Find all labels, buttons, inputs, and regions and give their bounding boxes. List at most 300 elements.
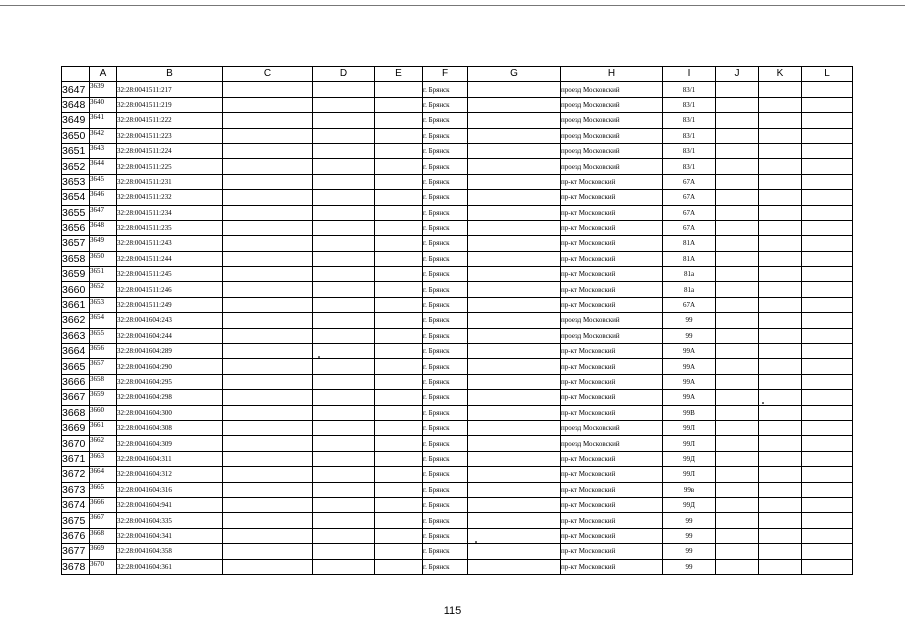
cell-b[interactable]: 32:28:0041511:249 — [117, 297, 223, 312]
cell-g[interactable] — [468, 328, 561, 343]
cell-l[interactable] — [802, 482, 853, 497]
cell-g[interactable] — [468, 420, 561, 435]
cell-i[interactable]: 67А — [663, 205, 716, 220]
cell-i[interactable]: 99в — [663, 482, 716, 497]
cell-e[interactable] — [375, 267, 423, 282]
cell-i[interactable]: 83/1 — [663, 82, 716, 97]
cell-a[interactable]: 3670 — [90, 559, 117, 574]
cell-k[interactable] — [759, 282, 802, 297]
cell-h[interactable]: пр-кт Московский — [561, 513, 663, 528]
column-header-l[interactable]: L — [802, 67, 853, 82]
cell-c[interactable] — [223, 482, 313, 497]
cell-e[interactable] — [375, 467, 423, 482]
cell-d[interactable] — [313, 313, 375, 328]
cell-e[interactable] — [375, 236, 423, 251]
cell-b[interactable]: 32:28:0041604:341 — [117, 528, 223, 543]
cell-j[interactable] — [716, 436, 759, 451]
cell-d[interactable] — [313, 497, 375, 512]
cell-b[interactable]: 32:28:0041511:246 — [117, 282, 223, 297]
cell-k[interactable] — [759, 497, 802, 512]
cell-l[interactable] — [802, 405, 853, 420]
cell-h[interactable]: пр-кт Московский — [561, 482, 663, 497]
cell-g[interactable] — [468, 374, 561, 389]
corner-header-cell[interactable] — [62, 67, 90, 82]
cell-i[interactable]: 83/1 — [663, 128, 716, 143]
cell-g[interactable] — [468, 344, 561, 359]
cell-a[interactable]: 3643 — [90, 143, 117, 158]
cell-f[interactable]: г. Брянск — [423, 282, 468, 297]
cell-l[interactable] — [802, 313, 853, 328]
cell-d[interactable] — [313, 128, 375, 143]
cell-g[interactable] — [468, 405, 561, 420]
cell-i[interactable]: 83/1 — [663, 113, 716, 128]
cell-l[interactable] — [802, 205, 853, 220]
cell-d[interactable] — [313, 97, 375, 112]
cell-g[interactable] — [468, 236, 561, 251]
cell-g[interactable] — [468, 528, 561, 543]
cell-b[interactable]: 32:28:0041604:290 — [117, 359, 223, 374]
cell-e[interactable] — [375, 205, 423, 220]
cell-e[interactable] — [375, 420, 423, 435]
cell-l[interactable] — [802, 528, 853, 543]
cell-k[interactable] — [759, 128, 802, 143]
cell-j[interactable] — [716, 497, 759, 512]
cell-c[interactable] — [223, 267, 313, 282]
cell-k[interactable] — [759, 359, 802, 374]
cell-k[interactable] — [759, 220, 802, 235]
cell-a[interactable]: 3668 — [90, 528, 117, 543]
row-number-cell[interactable]: 3671 — [62, 451, 90, 466]
cell-g[interactable] — [468, 128, 561, 143]
cell-b[interactable]: 32:28:0041511:244 — [117, 251, 223, 266]
cell-b[interactable]: 32:28:0041604:298 — [117, 390, 223, 405]
cell-k[interactable] — [759, 451, 802, 466]
cell-d[interactable] — [313, 374, 375, 389]
cell-c[interactable] — [223, 282, 313, 297]
cell-i[interactable]: 99 — [663, 544, 716, 559]
row-number-cell[interactable]: 3666 — [62, 374, 90, 389]
cell-e[interactable] — [375, 251, 423, 266]
cell-i[interactable]: 99А — [663, 374, 716, 389]
cell-i[interactable]: 67А — [663, 174, 716, 189]
cell-b[interactable]: 32:28:0041511:222 — [117, 113, 223, 128]
cell-e[interactable] — [375, 374, 423, 389]
cell-h[interactable]: проезд Московский — [561, 97, 663, 112]
cell-d[interactable] — [313, 544, 375, 559]
row-number-cell[interactable]: 3672 — [62, 467, 90, 482]
cell-k[interactable] — [759, 267, 802, 282]
cell-b[interactable]: 32:28:0041511:243 — [117, 236, 223, 251]
cell-b[interactable]: 32:28:0041511:231 — [117, 174, 223, 189]
cell-b[interactable]: 32:28:0041604:311 — [117, 451, 223, 466]
cell-a[interactable]: 3663 — [90, 451, 117, 466]
cell-j[interactable] — [716, 467, 759, 482]
cell-c[interactable] — [223, 97, 313, 112]
cell-j[interactable] — [716, 313, 759, 328]
cell-l[interactable] — [802, 174, 853, 189]
cell-e[interactable] — [375, 97, 423, 112]
cell-e[interactable] — [375, 113, 423, 128]
cell-h[interactable]: проезд Московский — [561, 82, 663, 97]
cell-d[interactable] — [313, 143, 375, 158]
cell-j[interactable] — [716, 297, 759, 312]
cell-e[interactable] — [375, 82, 423, 97]
cell-a[interactable]: 3648 — [90, 220, 117, 235]
cell-i[interactable]: 83/1 — [663, 159, 716, 174]
row-number-cell[interactable]: 3665 — [62, 359, 90, 374]
cell-f[interactable]: г. Брянск — [423, 267, 468, 282]
cell-j[interactable] — [716, 220, 759, 235]
cell-a[interactable]: 3650 — [90, 251, 117, 266]
cell-g[interactable] — [468, 497, 561, 512]
cell-g[interactable] — [468, 174, 561, 189]
cell-b[interactable]: 32:28:0041511:225 — [117, 159, 223, 174]
cell-j[interactable] — [716, 190, 759, 205]
cell-k[interactable] — [759, 297, 802, 312]
cell-j[interactable] — [716, 128, 759, 143]
cell-b[interactable]: 32:28:0041604:361 — [117, 559, 223, 574]
cell-b[interactable]: 32:28:0041604:335 — [117, 513, 223, 528]
cell-g[interactable] — [468, 513, 561, 528]
cell-j[interactable] — [716, 528, 759, 543]
cell-j[interactable] — [716, 482, 759, 497]
cell-l[interactable] — [802, 267, 853, 282]
cell-k[interactable] — [759, 482, 802, 497]
cell-b[interactable]: 32:28:0041511:232 — [117, 190, 223, 205]
cell-l[interactable] — [802, 436, 853, 451]
cell-c[interactable] — [223, 467, 313, 482]
cell-f[interactable]: г. Брянск — [423, 451, 468, 466]
cell-i[interactable]: 99 — [663, 313, 716, 328]
cell-d[interactable] — [313, 513, 375, 528]
cell-f[interactable]: г. Брянск — [423, 143, 468, 158]
row-number-cell[interactable]: 3675 — [62, 513, 90, 528]
cell-c[interactable] — [223, 436, 313, 451]
cell-c[interactable] — [223, 128, 313, 143]
cell-e[interactable] — [375, 220, 423, 235]
cell-j[interactable] — [716, 420, 759, 435]
cell-c[interactable] — [223, 82, 313, 97]
cell-l[interactable] — [802, 544, 853, 559]
cell-g[interactable] — [468, 97, 561, 112]
cell-l[interactable] — [802, 451, 853, 466]
cell-g[interactable] — [468, 451, 561, 466]
cell-e[interactable] — [375, 497, 423, 512]
cell-g[interactable] — [468, 190, 561, 205]
cell-g[interactable] — [468, 82, 561, 97]
cell-i[interactable]: 81А — [663, 251, 716, 266]
cell-j[interactable] — [716, 143, 759, 158]
cell-c[interactable] — [223, 451, 313, 466]
cell-h[interactable]: проезд Московский — [561, 420, 663, 435]
cell-f[interactable]: г. Брянск — [423, 390, 468, 405]
cell-k[interactable] — [759, 544, 802, 559]
cell-i[interactable]: 67А — [663, 220, 716, 235]
cell-k[interactable] — [759, 559, 802, 574]
cell-e[interactable] — [375, 436, 423, 451]
cell-f[interactable]: г. Брянск — [423, 436, 468, 451]
cell-h[interactable]: пр-кт Московский — [561, 390, 663, 405]
cell-k[interactable] — [759, 420, 802, 435]
cell-c[interactable] — [223, 390, 313, 405]
cell-k[interactable] — [759, 513, 802, 528]
cell-d[interactable] — [313, 436, 375, 451]
cell-i[interactable]: 99Л — [663, 436, 716, 451]
cell-h[interactable]: проезд Московский — [561, 436, 663, 451]
cell-l[interactable] — [802, 190, 853, 205]
cell-c[interactable] — [223, 220, 313, 235]
cell-h[interactable]: проезд Московский — [561, 143, 663, 158]
cell-c[interactable] — [223, 405, 313, 420]
cell-b[interactable]: 32:28:0041604:289 — [117, 344, 223, 359]
cell-b[interactable]: 32:28:0041511:234 — [117, 205, 223, 220]
row-number-cell[interactable]: 3651 — [62, 143, 90, 158]
cell-g[interactable] — [468, 359, 561, 374]
column-header-a[interactable]: A — [90, 67, 117, 82]
cell-k[interactable] — [759, 236, 802, 251]
cell-j[interactable] — [716, 344, 759, 359]
cell-l[interactable] — [802, 467, 853, 482]
row-number-cell[interactable]: 3661 — [62, 297, 90, 312]
column-header-c[interactable]: C — [223, 67, 313, 82]
cell-l[interactable] — [802, 297, 853, 312]
cell-g[interactable] — [468, 159, 561, 174]
cell-j[interactable] — [716, 359, 759, 374]
cell-h[interactable]: проезд Московский — [561, 328, 663, 343]
cell-a[interactable]: 3658 — [90, 374, 117, 389]
cell-e[interactable] — [375, 297, 423, 312]
cell-j[interactable] — [716, 174, 759, 189]
row-number-cell[interactable]: 3676 — [62, 528, 90, 543]
cell-f[interactable]: г. Брянск — [423, 359, 468, 374]
cell-f[interactable]: г. Брянск — [423, 97, 468, 112]
cell-k[interactable] — [759, 374, 802, 389]
cell-f[interactable]: г. Брянск — [423, 559, 468, 574]
cell-c[interactable] — [223, 359, 313, 374]
cell-c[interactable] — [223, 420, 313, 435]
cell-h[interactable]: пр-кт Московский — [561, 374, 663, 389]
cell-k[interactable] — [759, 82, 802, 97]
cell-a[interactable]: 3644 — [90, 159, 117, 174]
cell-e[interactable] — [375, 528, 423, 543]
cell-a[interactable]: 3666 — [90, 497, 117, 512]
row-number-cell[interactable]: 3674 — [62, 497, 90, 512]
cell-l[interactable] — [802, 97, 853, 112]
cell-c[interactable] — [223, 328, 313, 343]
cell-c[interactable] — [223, 159, 313, 174]
cell-d[interactable] — [313, 420, 375, 435]
row-number-cell[interactable]: 3648 — [62, 97, 90, 112]
cell-e[interactable] — [375, 405, 423, 420]
row-number-cell[interactable]: 3649 — [62, 113, 90, 128]
cell-h[interactable]: проезд Московский — [561, 313, 663, 328]
cell-a[interactable]: 3657 — [90, 359, 117, 374]
cell-e[interactable] — [375, 390, 423, 405]
cell-f[interactable]: г. Брянск — [423, 174, 468, 189]
cell-d[interactable] — [313, 205, 375, 220]
cell-i[interactable]: 67А — [663, 190, 716, 205]
cell-g[interactable] — [468, 220, 561, 235]
cell-h[interactable]: пр-кт Московский — [561, 267, 663, 282]
cell-b[interactable]: 32:28:0041511:245 — [117, 267, 223, 282]
cell-i[interactable]: 81а — [663, 282, 716, 297]
cell-c[interactable] — [223, 297, 313, 312]
cell-g[interactable] — [468, 113, 561, 128]
cell-b[interactable]: 32:28:0041511:223 — [117, 128, 223, 143]
cell-l[interactable] — [802, 390, 853, 405]
cell-j[interactable] — [716, 282, 759, 297]
cell-c[interactable] — [223, 559, 313, 574]
cell-h[interactable]: пр-кт Московский — [561, 559, 663, 574]
cell-k[interactable] — [759, 190, 802, 205]
cell-d[interactable] — [313, 174, 375, 189]
cell-c[interactable] — [223, 190, 313, 205]
cell-e[interactable] — [375, 513, 423, 528]
cell-h[interactable]: пр-кт Московский — [561, 251, 663, 266]
cell-f[interactable]: г. Брянск — [423, 344, 468, 359]
cell-g[interactable] — [468, 544, 561, 559]
cell-f[interactable]: г. Брянск — [423, 190, 468, 205]
cell-d[interactable] — [313, 159, 375, 174]
cell-a[interactable]: 3646 — [90, 190, 117, 205]
cell-b[interactable]: 32:28:0041604:316 — [117, 482, 223, 497]
cell-h[interactable]: проезд Московский — [561, 159, 663, 174]
cell-e[interactable] — [375, 313, 423, 328]
cell-l[interactable] — [802, 344, 853, 359]
cell-f[interactable]: г. Брянск — [423, 205, 468, 220]
cell-e[interactable] — [375, 174, 423, 189]
cell-g[interactable] — [468, 251, 561, 266]
cell-k[interactable] — [759, 344, 802, 359]
cell-d[interactable] — [313, 559, 375, 574]
cell-j[interactable] — [716, 113, 759, 128]
cell-k[interactable] — [759, 313, 802, 328]
row-number-cell[interactable]: 3673 — [62, 482, 90, 497]
cell-e[interactable] — [375, 128, 423, 143]
cell-k[interactable] — [759, 467, 802, 482]
cell-e[interactable] — [375, 451, 423, 466]
cell-j[interactable] — [716, 205, 759, 220]
cell-g[interactable] — [468, 436, 561, 451]
cell-h[interactable]: пр-кт Московский — [561, 467, 663, 482]
cell-c[interactable] — [223, 236, 313, 251]
row-number-cell[interactable]: 3667 — [62, 390, 90, 405]
cell-a[interactable]: 3661 — [90, 420, 117, 435]
column-header-b[interactable]: B — [117, 67, 223, 82]
cell-e[interactable] — [375, 282, 423, 297]
cell-i[interactable]: 99Л — [663, 420, 716, 435]
cell-i[interactable]: 81А — [663, 236, 716, 251]
cell-h[interactable]: пр-кт Московский — [561, 205, 663, 220]
cell-i[interactable]: 99Д — [663, 451, 716, 466]
cell-l[interactable] — [802, 359, 853, 374]
cell-d[interactable] — [313, 297, 375, 312]
cell-f[interactable]: г. Брянск — [423, 497, 468, 512]
cell-f[interactable]: г. Брянск — [423, 113, 468, 128]
cell-a[interactable]: 3651 — [90, 267, 117, 282]
cell-e[interactable] — [375, 544, 423, 559]
row-number-cell[interactable]: 3662 — [62, 313, 90, 328]
cell-f[interactable]: г. Брянск — [423, 159, 468, 174]
cell-f[interactable]: г. Брянск — [423, 405, 468, 420]
cell-j[interactable] — [716, 267, 759, 282]
cell-h[interactable]: пр-кт Московский — [561, 497, 663, 512]
cell-c[interactable] — [223, 251, 313, 266]
cell-e[interactable] — [375, 559, 423, 574]
row-number-cell[interactable]: 3659 — [62, 267, 90, 282]
cell-j[interactable] — [716, 544, 759, 559]
cell-g[interactable] — [468, 143, 561, 158]
cell-d[interactable] — [313, 82, 375, 97]
cell-a[interactable]: 3659 — [90, 390, 117, 405]
cell-f[interactable]: г. Брянск — [423, 297, 468, 312]
cell-f[interactable]: г. Брянск — [423, 328, 468, 343]
cell-b[interactable]: 32:28:0041511:219 — [117, 97, 223, 112]
cell-j[interactable] — [716, 405, 759, 420]
cell-j[interactable] — [716, 236, 759, 251]
cell-c[interactable] — [223, 174, 313, 189]
row-number-cell[interactable]: 3657 — [62, 236, 90, 251]
cell-k[interactable] — [759, 528, 802, 543]
cell-l[interactable] — [802, 236, 853, 251]
column-header-j[interactable]: J — [716, 67, 759, 82]
column-header-f[interactable]: F — [423, 67, 468, 82]
cell-c[interactable] — [223, 528, 313, 543]
cell-k[interactable] — [759, 174, 802, 189]
cell-e[interactable] — [375, 359, 423, 374]
cell-a[interactable]: 3649 — [90, 236, 117, 251]
row-number-cell[interactable]: 3678 — [62, 559, 90, 574]
cell-k[interactable] — [759, 205, 802, 220]
cell-c[interactable] — [223, 374, 313, 389]
row-number-cell[interactable]: 3650 — [62, 128, 90, 143]
cell-a[interactable]: 3656 — [90, 344, 117, 359]
cell-d[interactable] — [313, 267, 375, 282]
row-number-cell[interactable]: 3653 — [62, 174, 90, 189]
cell-a[interactable]: 3641 — [90, 113, 117, 128]
cell-e[interactable] — [375, 344, 423, 359]
cell-d[interactable] — [313, 282, 375, 297]
cell-d[interactable] — [313, 528, 375, 543]
cell-k[interactable] — [759, 251, 802, 266]
cell-i[interactable]: 99А — [663, 390, 716, 405]
cell-b[interactable]: 32:28:0041604:941 — [117, 497, 223, 512]
cell-k[interactable] — [759, 159, 802, 174]
cell-g[interactable] — [468, 205, 561, 220]
cell-b[interactable]: 32:28:0041604:309 — [117, 436, 223, 451]
cell-d[interactable] — [313, 236, 375, 251]
cell-b[interactable]: 32:28:0041604:243 — [117, 313, 223, 328]
cell-e[interactable] — [375, 328, 423, 343]
cell-i[interactable]: 99Л — [663, 467, 716, 482]
cell-a[interactable]: 3654 — [90, 313, 117, 328]
cell-f[interactable]: г. Брянск — [423, 82, 468, 97]
cell-i[interactable]: 81а — [663, 267, 716, 282]
cell-f[interactable]: г. Брянск — [423, 528, 468, 543]
cell-h[interactable]: пр-кт Московский — [561, 174, 663, 189]
cell-a[interactable]: 3642 — [90, 128, 117, 143]
cell-b[interactable]: 32:28:0041604:358 — [117, 544, 223, 559]
cell-j[interactable] — [716, 97, 759, 112]
cell-i[interactable]: 99 — [663, 528, 716, 543]
cell-j[interactable] — [716, 451, 759, 466]
cell-h[interactable]: пр-кт Московский — [561, 405, 663, 420]
cell-c[interactable] — [223, 513, 313, 528]
cell-c[interactable] — [223, 313, 313, 328]
cell-i[interactable]: 83/1 — [663, 143, 716, 158]
cell-e[interactable] — [375, 159, 423, 174]
cell-d[interactable] — [313, 113, 375, 128]
